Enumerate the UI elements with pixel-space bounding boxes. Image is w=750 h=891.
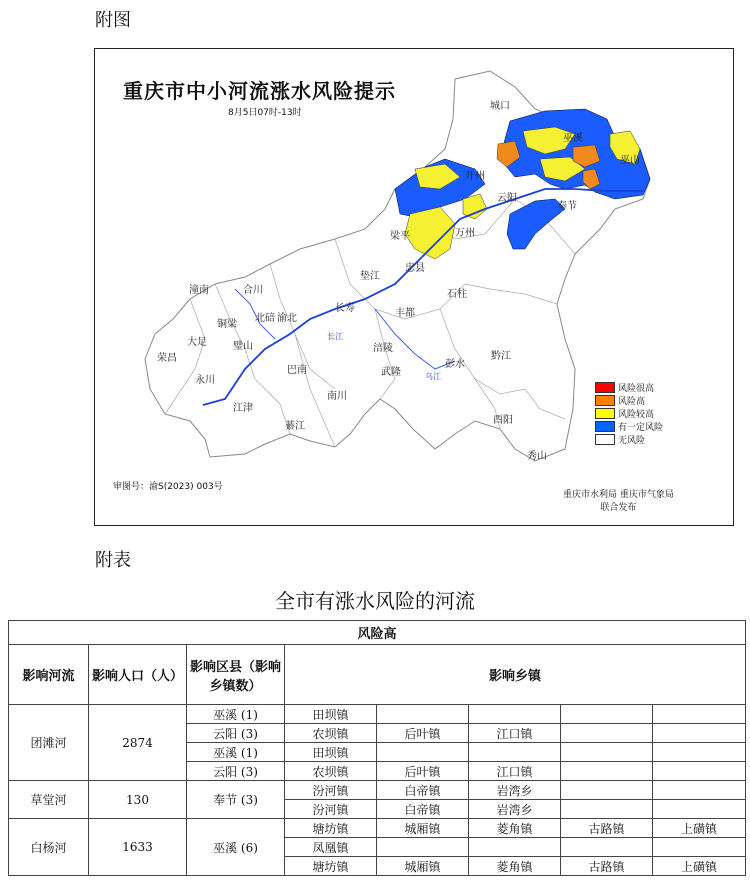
place-label: 北碚 xyxy=(255,313,275,324)
legend-item xyxy=(595,433,663,446)
publisher-line: 联合发布 xyxy=(600,503,637,513)
place-label: 巴南 xyxy=(287,365,307,376)
town: 江口镇 xyxy=(469,762,561,781)
place-label: 忠县 xyxy=(405,263,425,274)
place-label: 垫江 xyxy=(360,271,380,282)
header-river: 影响河流 xyxy=(9,645,89,705)
town: 上磺镇 xyxy=(653,857,746,876)
town: 汾河镇 xyxy=(285,800,377,819)
town: 农坝镇 xyxy=(285,762,377,781)
town: 古路镇 xyxy=(561,857,653,876)
county: 巫溪 (6) xyxy=(187,819,285,876)
river-name: 白杨河 xyxy=(9,819,89,876)
town xyxy=(377,743,469,762)
town: 田坝镇 xyxy=(285,743,377,762)
town: 菱角镇 xyxy=(469,819,561,838)
place-label: 铜梁 xyxy=(217,319,237,330)
town: 古路镇 xyxy=(561,819,653,838)
place-label: 石柱 xyxy=(447,289,467,300)
legend-swatch xyxy=(595,395,615,406)
place-label: 渝北 xyxy=(277,313,297,324)
place-label: 乌江 xyxy=(425,372,441,381)
place-label: 潼南 xyxy=(189,285,209,296)
town: 汾河镇 xyxy=(285,781,377,800)
town: 后叶镇 xyxy=(377,724,469,743)
town xyxy=(377,705,469,724)
town xyxy=(377,838,469,857)
town: 塘坊镇 xyxy=(285,857,377,876)
legend-label: 风险高 xyxy=(618,397,646,407)
place-label: 秀山 xyxy=(527,451,547,462)
legend-label: 风险较高 xyxy=(618,410,655,420)
county: 云阳 (3) xyxy=(187,724,285,743)
town xyxy=(469,838,561,857)
map-title: 重庆市中小河流涨水风险提示 xyxy=(123,79,396,103)
place-label: 巫溪 xyxy=(563,133,583,144)
table-row xyxy=(9,781,746,800)
town xyxy=(653,762,746,781)
town xyxy=(469,705,561,724)
place-label: 彭水 xyxy=(445,359,465,370)
place-label: 云阳 xyxy=(497,193,517,204)
county: 奉节 (3) xyxy=(187,781,285,819)
figure-label: 附图 xyxy=(95,10,131,31)
publisher-line: 重庆市水利局 重庆市气象局 xyxy=(563,490,674,500)
county: 巫溪 (1) xyxy=(187,743,285,762)
table-header-row xyxy=(9,645,746,705)
map-legend xyxy=(595,381,663,446)
table-level-row xyxy=(9,621,746,645)
town xyxy=(561,800,653,819)
header-population: 影响人口（人） xyxy=(89,645,187,705)
place-label: 武隆 xyxy=(381,367,401,378)
place-label: 长江 xyxy=(327,332,343,341)
legend-swatch xyxy=(595,421,615,432)
town xyxy=(561,781,653,800)
town: 后叶镇 xyxy=(377,762,469,781)
legend-swatch xyxy=(595,408,615,419)
town xyxy=(653,743,746,762)
town xyxy=(653,724,746,743)
table-row xyxy=(9,705,746,724)
legend-item xyxy=(595,420,663,433)
legend-label: 风险很高 xyxy=(618,384,655,394)
map-approval-number: 审图号：渝S(2023) 003号 xyxy=(113,482,223,492)
place-label: 城口 xyxy=(490,101,510,112)
map-time: 8月5日07时-13时 xyxy=(228,108,302,118)
town: 凤凰镇 xyxy=(285,838,377,857)
place-label: 江津 xyxy=(233,403,253,414)
place-label: 巫山 xyxy=(620,155,640,166)
legend-label: 无风险 xyxy=(618,436,646,446)
town xyxy=(653,800,746,819)
river-name: 团滩河 xyxy=(9,705,89,781)
place-label: 长寿 xyxy=(335,303,355,314)
town xyxy=(469,743,561,762)
town: 城厢镇 xyxy=(377,819,469,838)
town: 上磺镇 xyxy=(653,819,746,838)
risk-map xyxy=(94,48,734,526)
county: 巫溪 (1) xyxy=(187,705,285,724)
place-label: 荣昌 xyxy=(157,353,177,364)
town: 江口镇 xyxy=(469,724,561,743)
town: 岩湾乡 xyxy=(469,800,561,819)
place-label: 丰都 xyxy=(395,308,415,319)
risk-level-header: 风险高 xyxy=(9,621,746,645)
river-name: 草堂河 xyxy=(9,781,89,819)
risk-table xyxy=(8,620,746,876)
place-label: 万州 xyxy=(455,228,475,239)
town: 田坝镇 xyxy=(285,705,377,724)
population: 2874 xyxy=(89,705,187,781)
population: 1633 xyxy=(89,819,187,876)
place-label: 璧山 xyxy=(233,341,253,352)
town xyxy=(561,762,653,781)
town: 塘坊镇 xyxy=(285,819,377,838)
legend-item xyxy=(595,394,663,407)
town: 菱角镇 xyxy=(469,857,561,876)
town: 白帝镇 xyxy=(377,781,469,800)
place-label: 大足 xyxy=(187,337,207,348)
place-label: 酉阳 xyxy=(493,415,513,426)
place-label: 南川 xyxy=(327,391,347,402)
town xyxy=(561,705,653,724)
town xyxy=(561,724,653,743)
town xyxy=(561,838,653,857)
town: 岩湾乡 xyxy=(469,781,561,800)
population: 130 xyxy=(89,781,187,819)
table-title: 全市有涨水风险的河流 xyxy=(275,589,475,613)
header-county: 影响区县（影响乡镇数） xyxy=(187,645,285,705)
place-label: 开州 xyxy=(465,171,485,182)
legend-swatch xyxy=(595,382,615,393)
map-publisher xyxy=(563,489,674,515)
town: 农坝镇 xyxy=(285,724,377,743)
place-label: 合川 xyxy=(243,285,263,296)
county: 云阳 (3) xyxy=(187,762,285,781)
town xyxy=(653,705,746,724)
place-label: 梁平 xyxy=(390,231,410,242)
legend-label: 有一定风险 xyxy=(618,423,664,433)
town: 白帝镇 xyxy=(377,800,469,819)
place-label: 綦江 xyxy=(285,421,305,432)
place-label: 奉节 xyxy=(557,201,577,212)
legend-swatch xyxy=(595,434,615,445)
town xyxy=(653,781,746,800)
legend-item xyxy=(595,381,663,394)
town: 城厢镇 xyxy=(377,857,469,876)
header-towns: 影响乡镇 xyxy=(285,645,746,705)
legend-item xyxy=(595,407,663,420)
table-row xyxy=(9,819,746,838)
town xyxy=(561,743,653,762)
table-label: 附表 xyxy=(95,550,131,571)
town xyxy=(653,838,746,857)
place-label: 黔江 xyxy=(491,351,511,362)
place-label: 永川 xyxy=(195,375,215,386)
place-label: 涪陵 xyxy=(373,343,393,354)
